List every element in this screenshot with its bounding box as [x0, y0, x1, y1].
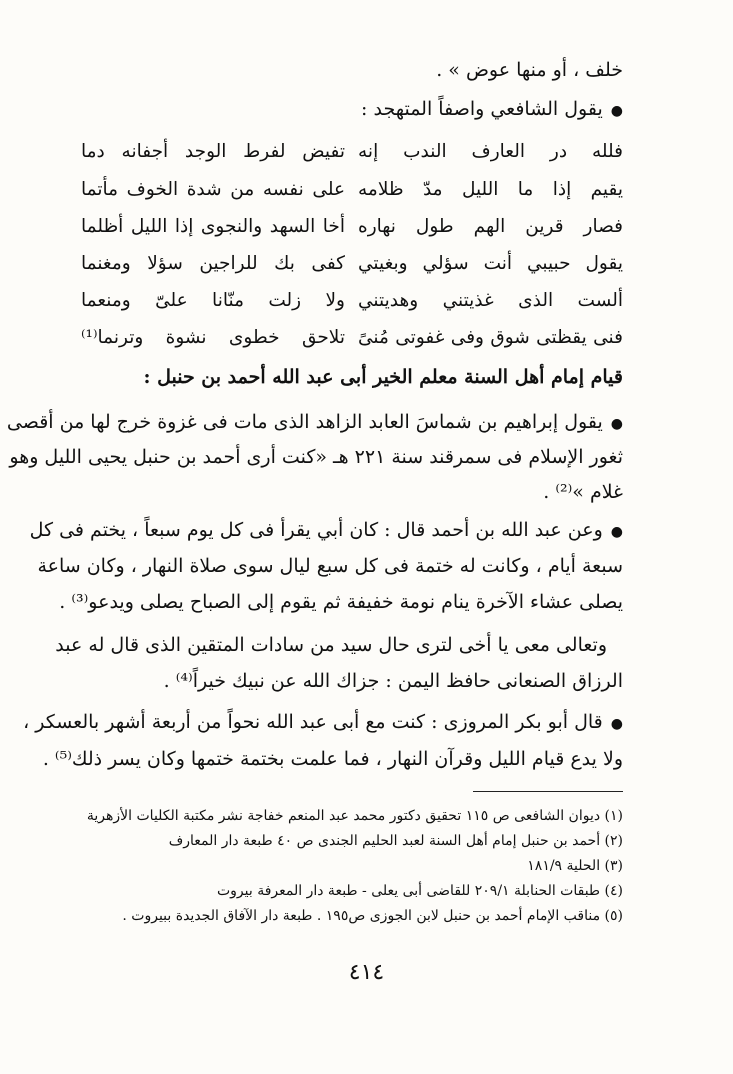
verse-first-half: فنى يقظتى شوق وفى غفوتى مُنىً: [358, 327, 623, 348]
bullet-paragraph: ● يقول الشافعي واصفاً المتهجد :: [108, 94, 623, 126]
text-line: ثغور الإسلام فى سمرقند سنة ٢٢١ هـ «كنت أرى أحمد بن حنبل يحيى الليل وهو: [9, 446, 623, 468]
text-line: الرزاق الصنعانى حافظ اليمن : جزاك الله عن نبيك خيراً⁽⁴⁾ .: [163, 670, 623, 692]
page-number: ٤١٤: [348, 960, 385, 985]
bullet-paragraph: ● وعن عبد الله بن أحمد قال : كان أبي يقرأ فى كل يوم سبعاً ، يختم فى كل: [108, 515, 623, 547]
verse-second-half: على نفسه من شدة الخوف مأتما: [81, 179, 345, 200]
bullet-paragraph: ● يقول إبراهيم بن شماسَ العابد الزاهد الذى مات فى غزوة خرج لها من أقصى: [108, 407, 623, 439]
footnote: (١) ديوان الشافعى ص ١١٥ تحقيق دكتور محمد عبد المنعم خفاجة نشر مكتبة الكليات الأزهرية: [86, 808, 623, 824]
verse-first-half: يقيم إذا ما الليل مدّ ظلامه: [358, 179, 623, 200]
text-line: سبعة أيام ، وكانت له ختمة فى كل سبع ليال سوى صلاة النهار ، وكان ساعة: [37, 555, 623, 577]
text-line: خلف ، أو منها عوض » .: [436, 59, 623, 81]
verse-second-half: ولا زلت منّانا علىّ ومنعما: [81, 290, 345, 311]
footnote: (٣) الحلية ١٨١/٩: [527, 858, 623, 874]
text-line: يصلى عشاء الآخرة ينام نومة خفيفة ثم يقوم إلى الصباح يصلى ويدعو⁽³⁾ .: [59, 591, 623, 613]
footnote-divider: [473, 791, 623, 792]
text-line: غلام »⁽²⁾ .: [543, 481, 623, 503]
verse-first-half: فلله در العارف الندب إنه: [358, 141, 623, 162]
text-line: ولا يدع قيام الليل وقرآن النهار ، فما علمت بختمة ختمها وكان يسر ذلك⁽⁵⁾ .: [42, 748, 623, 770]
verse-first-half: يقول حبيبي أنت سؤلي وبغيتي: [358, 253, 623, 274]
verse-second-half: تفيض لفرط الوجد أجفانه دما: [81, 141, 345, 162]
verse-second-half: تلاحق خطوى نشوة وترنما⁽¹⁾: [81, 327, 345, 348]
footnote: (٥) مناقب الإمام أحمد بن حنبل لابن الجوزى ص١٩٥ . طبعة دار الآفاق الجديدة ببيروت .: [122, 908, 623, 924]
text-line: وتعالى معى يا أخى لترى حال سيد من سادات المتقين الذى قال له عبد: [55, 634, 607, 656]
verse-second-half: أخا السهد والنجوى إذا الليل أظلما: [81, 216, 345, 237]
verse-first-half: فصار قرين الهم طول نهاره: [358, 216, 623, 237]
verse-first-half: ألست الذى غذيتني وهديتني: [358, 290, 623, 311]
verse-second-half: كفى بك للراجين سؤلا ومغنما: [81, 253, 345, 274]
footnote: (٢) أحمد بن حنبل إمام أهل السنة لعبد الحليم الجندى ص ٤٠ طبعة دار المعارف: [168, 833, 623, 849]
footnote: (٤) طبقات الحنابلة ٢٠٩/١ للقاضى أبى يعلى - طبعة دار المعرفة بيروت: [216, 883, 623, 899]
section-heading: قيام إمام أهل السنة معلم الخير أبى عبد الله أحمد بن حنبل :: [143, 366, 623, 388]
bullet-paragraph: ● قال أبو بكر المروزى : كنت مع أبى عبد الله نحواً من أربعة أشهر بالعسكر ،: [108, 707, 623, 739]
